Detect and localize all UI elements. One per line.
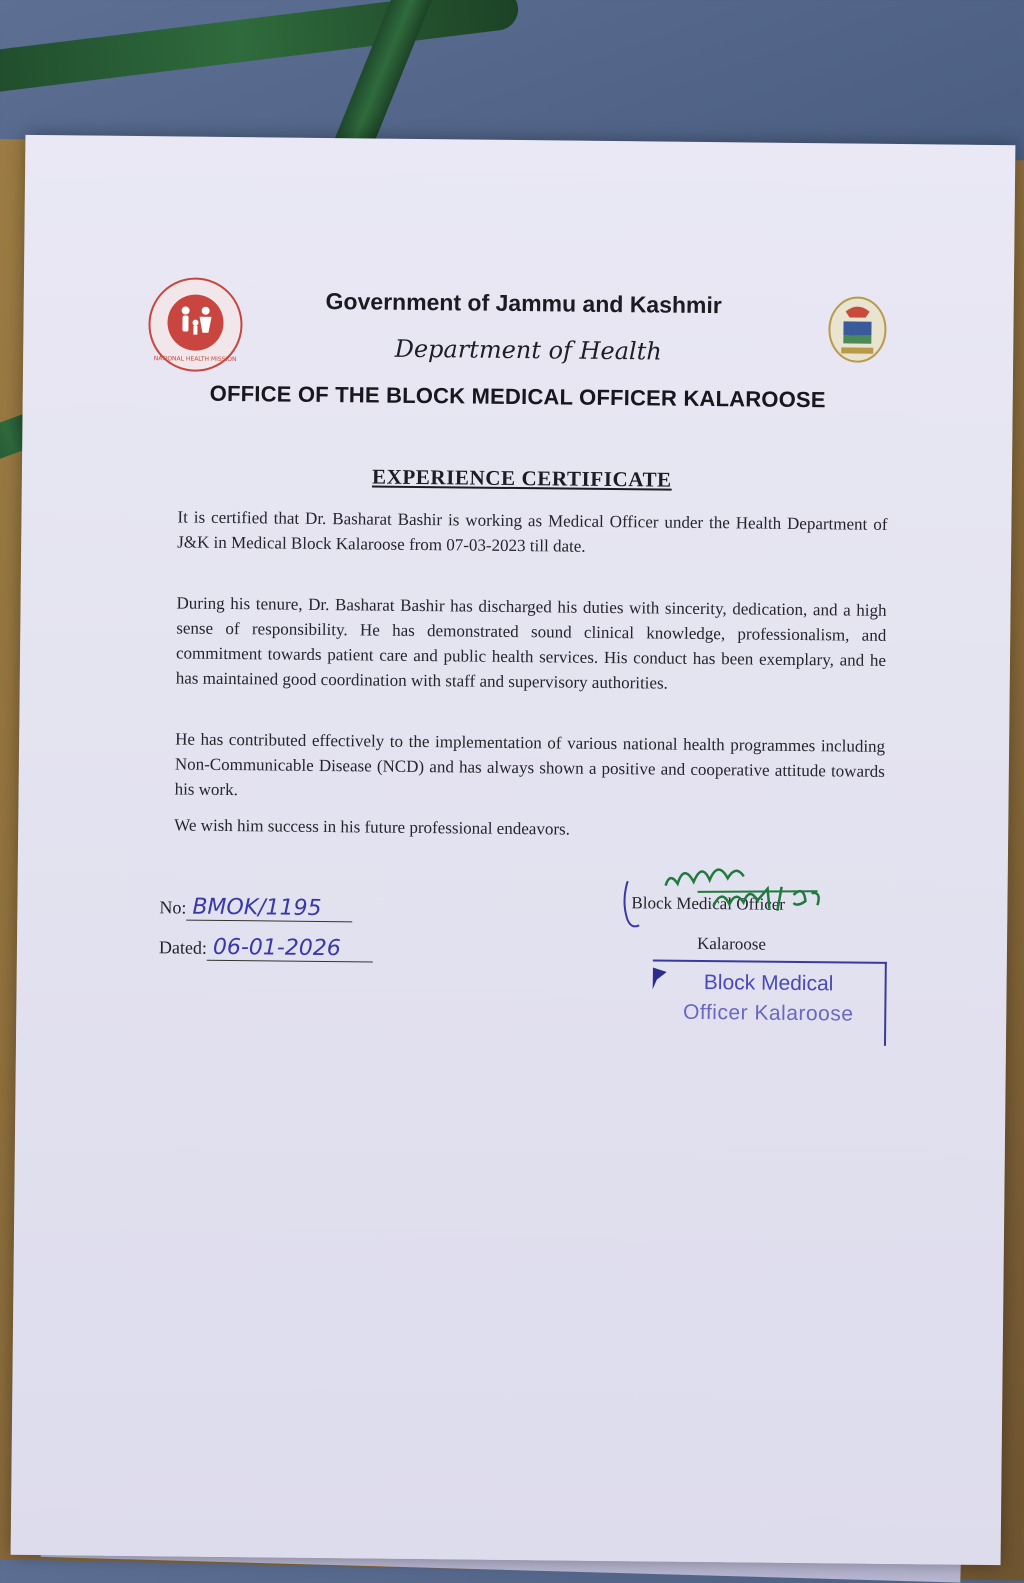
paragraph-wishes: We wish him success in his future professional endeavors. <box>174 815 571 839</box>
reference-date-value: 06-01-2026 <box>207 935 373 963</box>
reference-number-label: No: <box>159 897 187 918</box>
nhm-logo-text: NATIONAL HEALTH MISSION <box>153 355 237 364</box>
signatory-title: Block Medical Officer <box>631 893 786 914</box>
office-heading: OFFICE OF THE BLOCK MEDICAL OFFICER KALAROOSE <box>209 380 826 413</box>
handwritten-signature-icon <box>617 841 848 943</box>
certificate-document <box>11 135 1016 1565</box>
paragraph-tenure: During his tenure, Dr. Basharat Bashir has discharged his duties with sincerity, dedication, and a high sense of responsibility. He has demonstrated sound clinical knowledge, professionalism, and commitment towards patient care and public health services. His conduct has been exemplary, and he has maintained good coordination with staff and supervisory authorities. <box>175 593 887 693</box>
reference-number <box>159 894 352 922</box>
department-heading: Department of Health <box>394 334 662 366</box>
stamp-line-1: Block Medical <box>703 971 834 996</box>
paragraph-contribution: He has contributed effectively to the implementation of various national health programmes including Non-Communicable Disease (NCD) and has always shown a positive and cooperative attitude towards his work. <box>174 729 886 800</box>
signatory-place: Kalaroose <box>696 933 767 954</box>
reference-number-value: BMOK/1195 <box>186 895 352 923</box>
stamp-line-2: Officer Kalaroose <box>683 1000 854 1026</box>
paragraph-appointment: It is certified that Dr. Basharat Bashir is working as Medical Officer under the Health Department of J&K in Medical Block Kalaroose from 07-03-2023 till date. <box>177 507 888 556</box>
reference-date <box>159 934 373 962</box>
official-stamp <box>652 959 887 1045</box>
reference-date-label: Dated: <box>158 937 208 958</box>
green-cable <box>0 0 520 96</box>
certificate-title: EXPERIENCE CERTIFICATE <box>371 464 672 492</box>
government-heading: Government of Jammu and Kashmir <box>325 288 722 319</box>
